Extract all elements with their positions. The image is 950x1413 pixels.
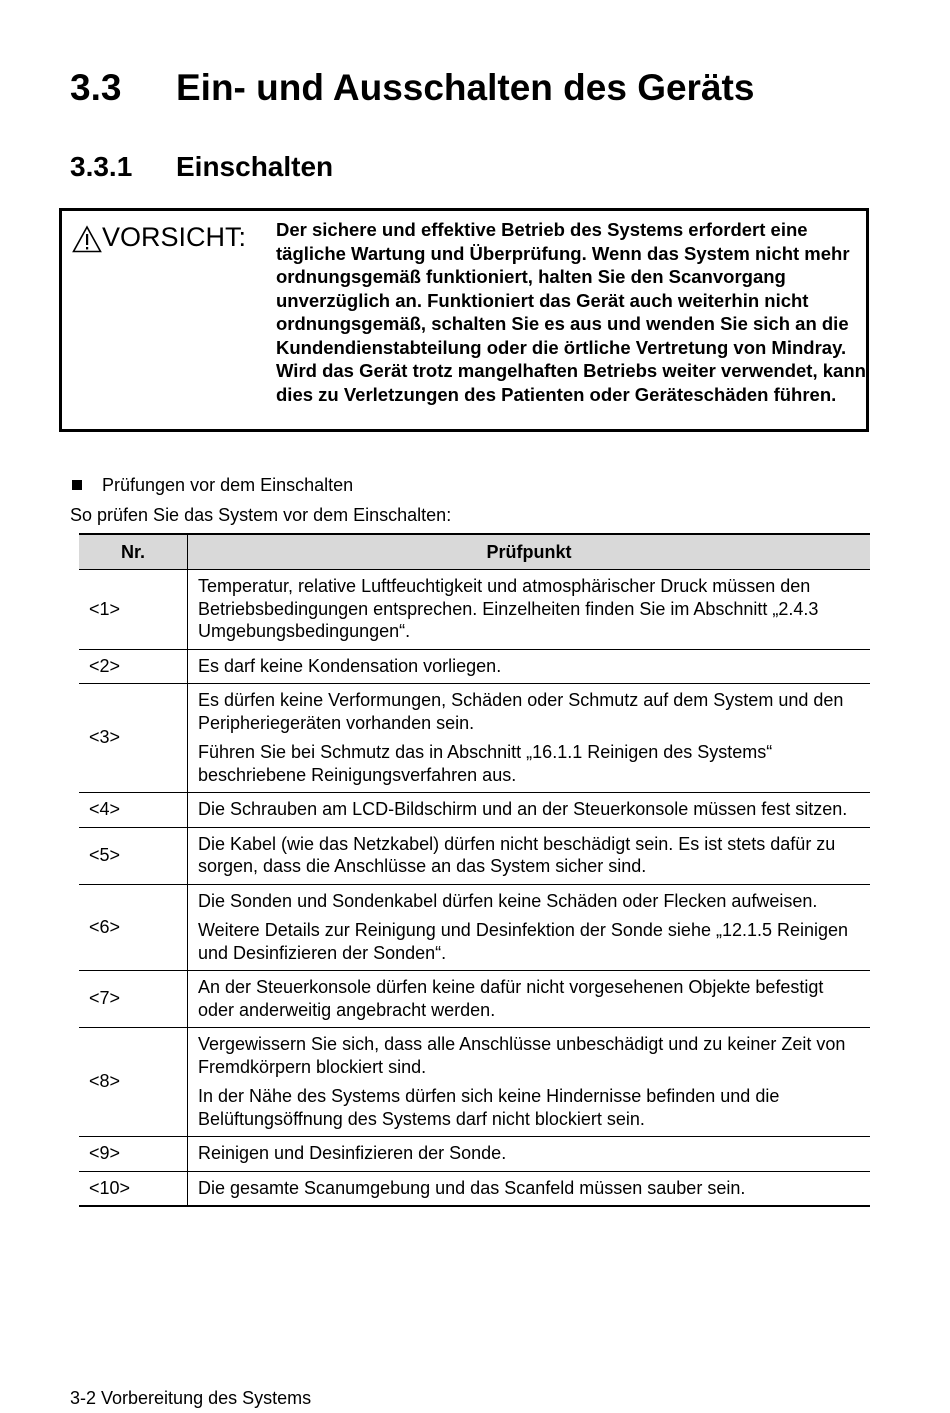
check-item-text: Reinigen und Desinfizieren der Sonde. xyxy=(198,1143,507,1163)
subsection-title: Einschalten xyxy=(176,151,334,182)
row-number: <10> xyxy=(79,1171,188,1206)
table-row xyxy=(79,971,870,1028)
row-number: <9> xyxy=(79,1137,188,1172)
page-footer: 3-2 Vorbereitung des Systems xyxy=(70,1388,312,1408)
table-row xyxy=(79,684,870,793)
bullet-square-icon xyxy=(72,480,82,490)
intro-text: So prüfen Sie das System vor dem Einschalten: xyxy=(70,505,452,525)
table-row xyxy=(79,1137,870,1172)
header-nr: Nr. xyxy=(79,534,188,570)
row-check-item xyxy=(188,684,871,793)
row-check-item xyxy=(188,570,871,650)
caution-label xyxy=(72,221,246,253)
header-pruefpunkt: Prüfpunkt xyxy=(188,534,871,570)
warning-triangle-icon xyxy=(72,225,102,253)
row-number: <7> xyxy=(79,971,188,1028)
bullet-text: Prüfungen vor dem Einschalten xyxy=(102,475,354,495)
section-number: 3.3 xyxy=(70,67,122,108)
check-item-text: Weitere Details zur Reinigung und Desinfektion der Sonde siehe „12.1.5 Reinigen und Desinfizieren der Sonden“. xyxy=(198,920,849,963)
row-number: <5> xyxy=(79,827,188,884)
check-item-text: Vergewissern Sie sich, dass alle Anschlüsse unbeschädigt und zu keiner Zeit von Fremdkörpern blockiert sind. xyxy=(198,1034,846,1077)
row-number: <3> xyxy=(79,684,188,793)
row-number: <6> xyxy=(79,884,188,971)
row-check-item xyxy=(188,1137,871,1172)
table-row xyxy=(79,793,870,828)
row-number: <4> xyxy=(79,793,188,828)
row-number: <1> xyxy=(79,570,188,650)
row-check-item xyxy=(188,649,871,684)
check-item-text: Die gesamte Scanumgebung und das Scanfeld müssen sauber sein. xyxy=(198,1177,746,1198)
check-item-text: In der Nähe des Systems dürfen sich keine Hindernisse befinden und die Belüftungsöffnung des Systems darf nicht blockiert sein. xyxy=(198,1086,780,1129)
table-row xyxy=(79,570,870,650)
check-item-text: Die Schrauben am LCD-Bildschirm und an der Steuerkonsole müssen fest sitzen. xyxy=(198,799,848,819)
row-number: <2> xyxy=(79,649,188,684)
check-item-text: Die Sonden und Sondenkabel dürfen keine Schäden oder Flecken aufweisen. xyxy=(198,890,818,911)
caution-text: Der sichere und effektive Betrieb des Systems erfordert eine tägliche Wartung und Überprüfung. Wenn das System nicht mehr ordnungsgemäß funktioniert, halten Sie den Scanvorgang unverzüglich an. Funktioniert das Gerät auch weiterhin nicht ordnungsgemäß, schalten Sie es aus und wenden Sie sich an die Kundendienstabteilung oder die örtliche Vertretung von Mindray. Wird das Gerät trotz mangelhaften Betriebs weiter verwendet, kann dies zu Verletzungen des Patienten oder Geräteschäden führen. xyxy=(276,219,866,405)
row-check-item xyxy=(188,884,871,971)
row-check-item xyxy=(188,1171,871,1206)
subsection-number: 3.3.1 xyxy=(70,151,133,182)
table-row xyxy=(79,827,870,884)
caution-box xyxy=(59,208,869,432)
section-title: Ein- und Ausschalten des Geräts xyxy=(176,67,755,108)
table-row xyxy=(79,1171,870,1206)
check-item-text: Führen Sie bei Schmutz das in Abschnitt „16.1.1 Reinigen des Systems“ beschriebene Reinigungsverfahren aus. xyxy=(198,742,773,785)
table-header-row xyxy=(79,534,870,570)
row-check-item xyxy=(188,793,871,828)
subsection-heading xyxy=(70,149,333,185)
check-item-text: Es dürfen keine Verformungen, Schäden oder Schmutz auf dem System und den Peripheriegeräten vorhanden sein. xyxy=(198,690,844,733)
check-item-text: Die Kabel (wie das Netzkabel) dürfen nicht beschädigt sein. Es ist stets dafür zu sorgen, dass die Anschlüsse an das System sicher sind. xyxy=(198,833,836,876)
check-item-text: Es darf keine Kondensation vorliegen. xyxy=(198,655,502,676)
section-heading xyxy=(70,64,754,112)
check-table xyxy=(79,533,870,1207)
table-row xyxy=(79,1028,870,1137)
caution-label-text: VORSICHT: xyxy=(102,222,247,252)
row-check-item xyxy=(188,971,871,1028)
row-check-item xyxy=(188,827,871,884)
row-check-item xyxy=(188,1028,871,1137)
table-row xyxy=(79,884,870,971)
check-item-text: Temperatur, relative Luftfeuchtigkeit und atmosphärischer Druck müssen den Betriebsbedingungen entsprechen. Einzelheiten finden Sie im Abschnitt „2.4.3 Umgebungsbedingungen“. xyxy=(198,576,819,641)
bullet-item xyxy=(72,473,353,497)
table-row xyxy=(79,649,870,684)
row-number: <8> xyxy=(79,1028,188,1137)
check-item-text: An der Steuerkonsole dürfen keine dafür nicht vorgesehenen Objekte befestigt oder anderweitig angebracht werden. xyxy=(198,977,824,1020)
